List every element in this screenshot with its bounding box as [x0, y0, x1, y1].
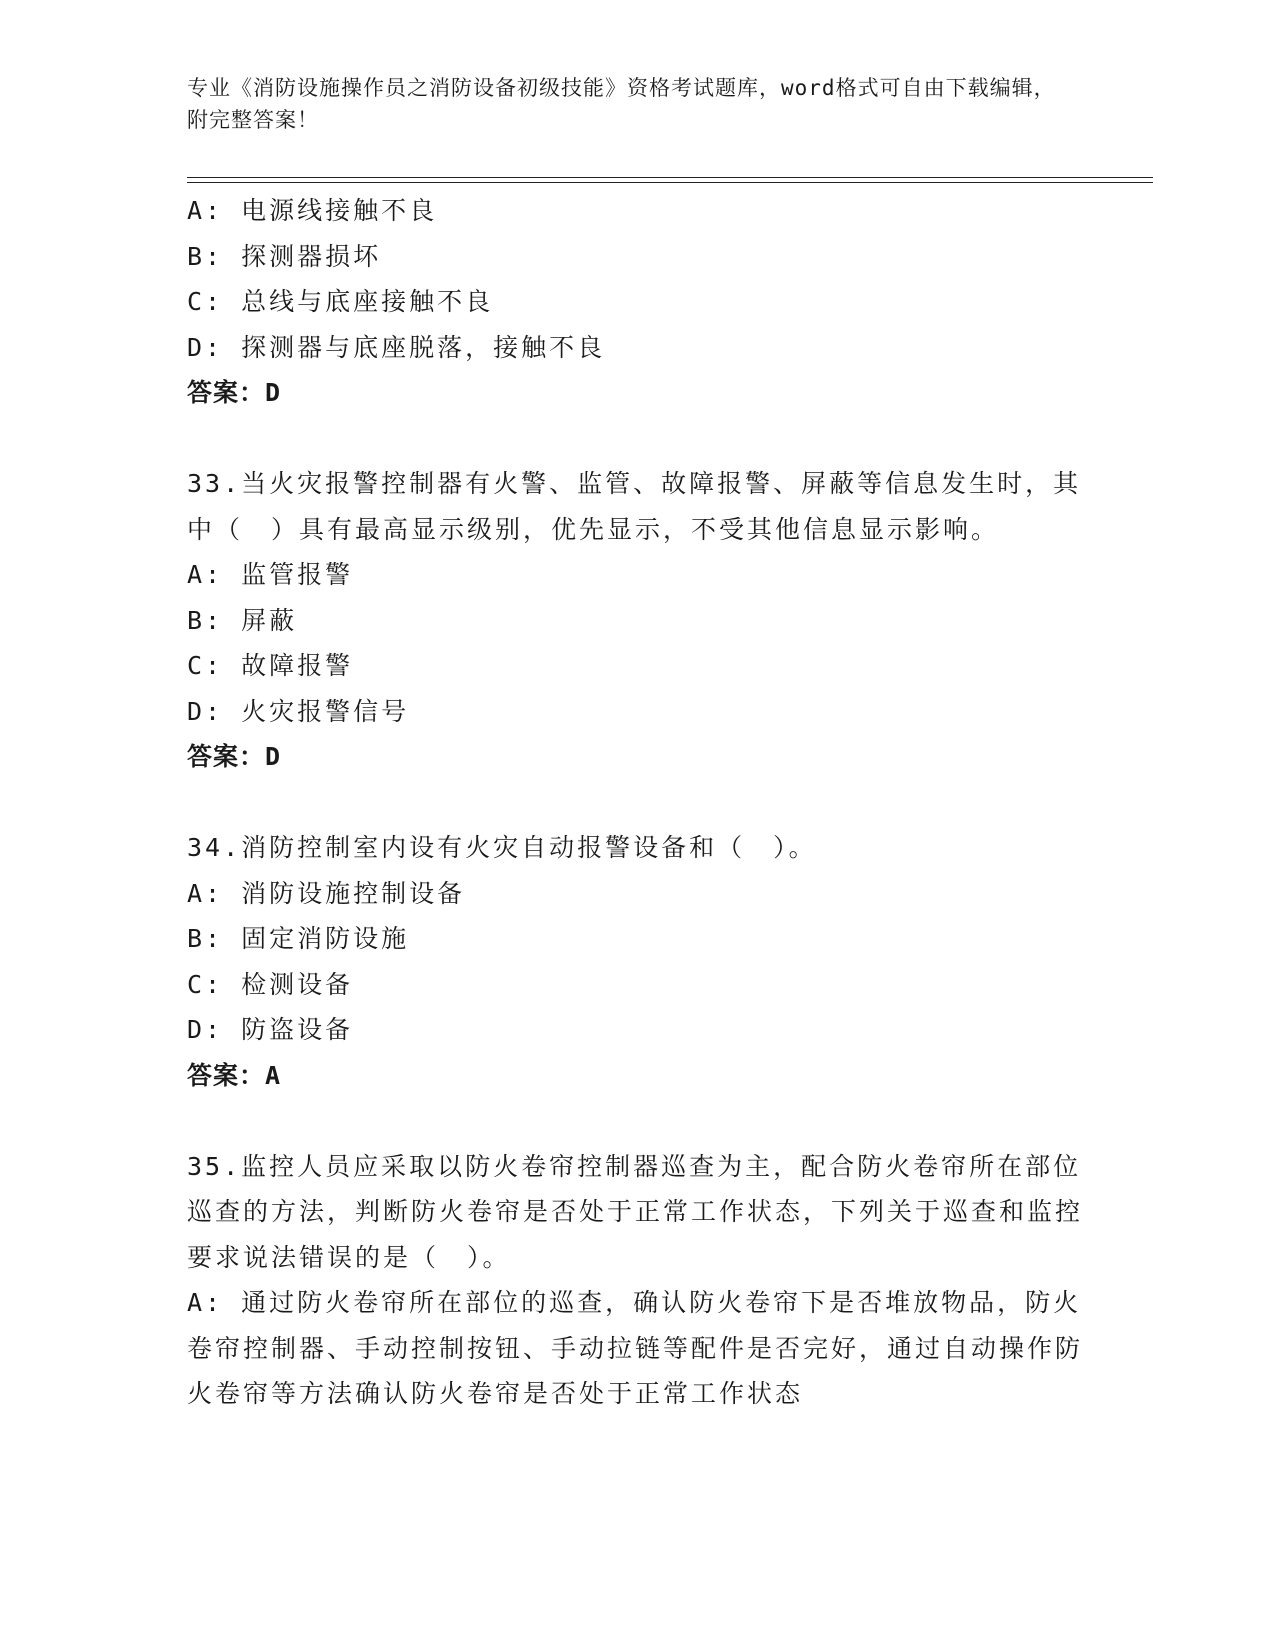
option-c: C: 检测设备	[187, 969, 354, 999]
option-d: D: 防盗设备	[187, 1015, 354, 1044]
document-body	[187, 188, 1087, 1417]
option-b: B: 探测器损坏	[187, 241, 382, 271]
option-a: A: 消防设施控制设备	[187, 878, 466, 908]
header-rule-top	[187, 177, 1153, 178]
option-b: B: 固定消防设施	[187, 924, 410, 953]
question-stem: 34.消防控制室内设有火灾自动报警设备和（ ）。	[187, 833, 817, 862]
question-stem: 33.当火灾报警控制器有火警、监管、故障报警、屏蔽等信息发生时，其中（ ）具有最高显示级别，优先显示，不受其他信息显示影响。	[187, 469, 1082, 544]
question-34	[187, 825, 1087, 1098]
answer: 答案：D	[187, 742, 282, 771]
question-stem: 35.监控人员应采取以防火卷帘控制器巡查为主，配合防火卷帘所在部位巡查的方法，判断防火卷帘是否处于正常工作状态，下列关于巡查和监控要求说法错误的是（ ）。	[187, 1151, 1084, 1272]
answer: 答案：D	[187, 378, 282, 407]
option-a: A: 电源线接触不良	[187, 196, 438, 225]
option-a: A: 监管报警	[187, 560, 354, 589]
question-32-options	[187, 188, 1087, 416]
option-c: C: 总线与底座接触不良	[187, 287, 494, 316]
answer: 答案：A	[187, 1060, 282, 1090]
option-a: A: 通过防火卷帘所在部位的巡查，确认防火卷帘下是否堆放物品，防火卷帘控制器、手动控制按钮、手动拉链等配件是否完好，通过自动操作防火卷帘等方法确认防火卷帘是否处于正常工作状态	[187, 1288, 1084, 1408]
header-rule-bottom	[187, 182, 1153, 183]
question-35	[187, 1144, 1087, 1417]
document-header: 专业《消防设施操作员之消防设备初级技能》资格考试题库，word格式可自由下载编辑，附完整答案！	[187, 76, 1056, 132]
option-b: B: 屏蔽	[187, 605, 298, 635]
option-c: C: 故障报警	[187, 651, 354, 680]
option-d: D: 探测器与底座脱落，接触不良	[187, 332, 606, 362]
question-33	[187, 461, 1087, 780]
option-d: D: 火灾报警信号	[187, 696, 410, 726]
